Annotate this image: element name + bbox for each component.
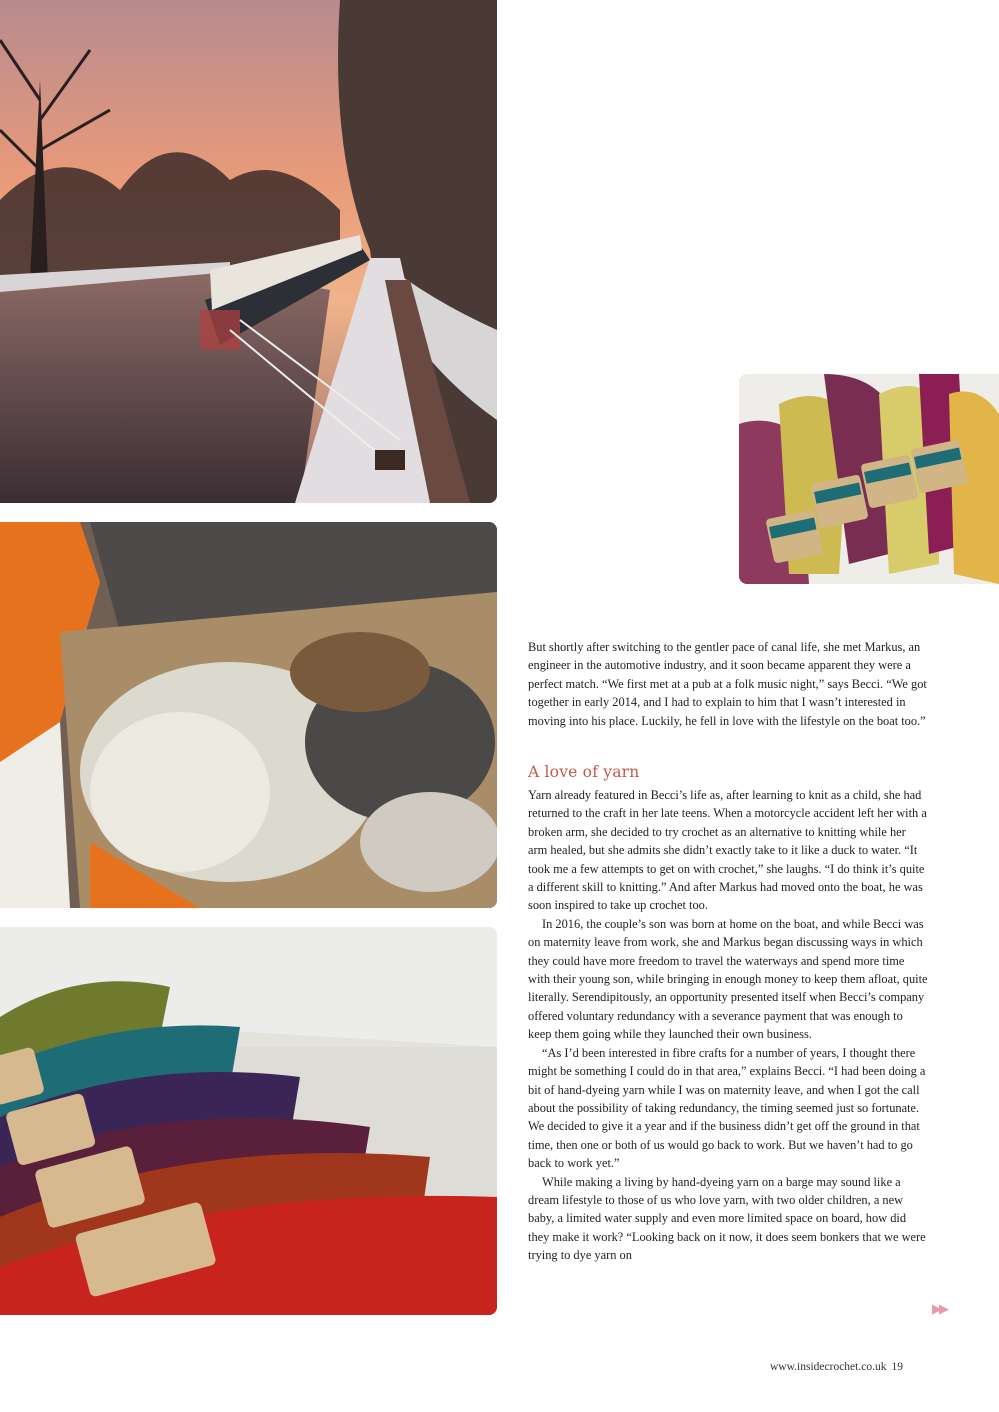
continue-arrow-icon: ▶▶ [932,1302,946,1317]
intro-paragraph: But shortly after switching to the gentler pace of canal life, she met Markus, an engineer in the automotive industry, and it soon became apparent they were a perfect match. “We first met at a pub at a folk music night,” says Becci. “We got together in early 2014, and I had to explain to him that I wasn’t interested in moving into his place. Luckily, he fell in love with the lifestyle on the boat too.” [528,640,927,728]
yarn-skeins-photo [0,927,497,1315]
article-intro [528,638,928,730]
page-footer [770,1361,903,1373]
canal-boat-photo [0,0,497,503]
article-body [528,786,928,1265]
body-paragraph: “As I’d been interested in fibre crafts for a number of years, I thought there might be something I could do in that area,” explains Becci. “I had been doing a bit of hand-dyeing yarn while I was on maternity leave, and when I got the call about the possibility of taking redundancy, the timing seemed just so fortunate. We decided to give it a year and if the business didn’t get off the ground in that time, then one or both of us would go back to work. But we haven’t had to go back to work yet.” [528,1045,926,1171]
body-paragraph: While making a living by hand-dyeing yarn on a barge may sound like a dream lifestyle to those of us who love yarn, with two older children, a new baby, a limited water supply and even more limited space on board, how did they make it work? “Looking back on it now, it does seem bonkers that we were trying to dye yarn on [528,1174,926,1263]
body-paragraph: In 2016, the couple’s son was born at home on the boat, and while Becci was on maternity leave from work, she and Markus began discussing ways in which they could have more freedom to travel the waterways and spend more time with their young son, while bringing in enough money to keep them afloat, quite literally. Serendipitously, an opportunity presented itself when Becci’s company offered voluntary redundancy with a severance payment that was enough to keep them going while they launched their own business. [528,916,928,1042]
footer-url: www.insidecrochet.co.uk [770,1361,887,1373]
raw-fleece-photo [0,522,497,908]
nene-yarn-photo [739,374,999,584]
page-number: 19 [891,1361,903,1373]
body-paragraph: Yarn already featured in Becci’s life as, after learning to knit as a child, she had returned to the craft in her late teens. When a motorcycle accident left her with a broken arm, she decided to try crochet as an alternative to knitting while her arm healed, but she admits she didn’t exactly take to it like a duck to water. “It took me a few attempts to get on with crochet,” she laughs. “I do think it’s quite a different skill to knitting.” And after Markus had moved onto the boat, he was soon inspired to take up crochet too. [528,788,927,913]
section-heading: A love of yarn [528,763,640,781]
